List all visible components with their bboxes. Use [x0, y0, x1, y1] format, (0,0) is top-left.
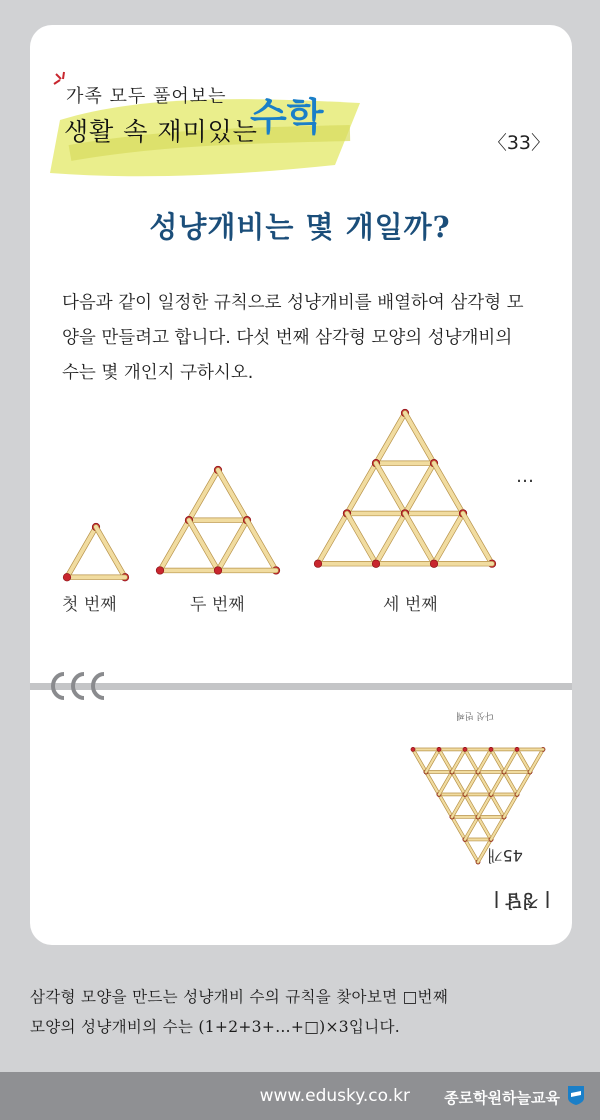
matchstick: [437, 747, 465, 751]
matchstick: [318, 510, 351, 564]
matchstick: [489, 747, 517, 751]
matchstick: [214, 567, 276, 575]
matchstick: [376, 510, 409, 564]
problem-line: 양을 만들려고 합니다. 다섯 번째 삼각형 모양의 성냥개비의: [62, 328, 513, 348]
answer-label: | 정답 |: [493, 890, 551, 910]
matchstick: [314, 560, 376, 568]
binder-rings-icon: [46, 668, 116, 704]
brand-math: 수학: [250, 95, 324, 139]
answer-value: 45개: [487, 846, 523, 865]
problem-line: 수는 몇 개인지 구하시오.: [62, 363, 254, 383]
matchstick: [434, 510, 467, 564]
figure-label-2: 두 번째: [190, 595, 245, 615]
ellipsis: …: [516, 466, 534, 487]
matchstick: [515, 747, 543, 751]
footer: [0, 1072, 600, 1120]
issue-number: 〈33〉: [487, 132, 550, 154]
matchstick: [156, 567, 218, 575]
footer-org: 종로학원하늘교육: [444, 1089, 560, 1107]
matchstick: [63, 573, 125, 581]
matchstick: [411, 747, 439, 751]
matchstick: [67, 523, 100, 577]
matchstick: [347, 513, 380, 567]
matchstick: [401, 510, 463, 518]
matchstick: [463, 513, 496, 567]
matchstick: [405, 413, 438, 467]
matchstick: [372, 560, 434, 568]
brand-subtitle: 가족 모두 풀어보는: [66, 86, 227, 107]
matchstick: [189, 520, 222, 574]
answer-caption: 다섯 번째: [456, 710, 494, 720]
matchstick: [430, 560, 492, 568]
hint-line: 모양의 성냥개비의 수는 (1+2+3+…+□)×3입니다.: [30, 1018, 400, 1036]
matchstick: [343, 510, 405, 518]
matchstick: [218, 470, 251, 524]
problem-line: 다음과 같이 일정한 규칙으로 성냥개비를 배열하여 삼각형 모: [62, 293, 524, 313]
matchstick: [96, 527, 129, 581]
brand-title: 생활 속 재미있는: [64, 117, 258, 146]
page-title: 성냥개비는 몇 개일까?: [149, 210, 451, 244]
matchstick: [405, 513, 438, 567]
figure-label-1: 첫 번째: [62, 595, 117, 615]
hint-line: 삼각형 모양을 만드는 성냥개비 수의 규칙을 찾아보면 □번째: [30, 988, 449, 1006]
matchstick: [247, 520, 280, 574]
matchstick: [434, 463, 467, 517]
matchstick: [160, 516, 193, 570]
matchstick: [405, 459, 438, 513]
matchstick: [185, 516, 247, 524]
hint-text: [30, 982, 575, 1042]
matchstick: [376, 409, 409, 463]
matchstick: [189, 466, 222, 520]
matchstick: [463, 747, 491, 751]
matchstick: [218, 516, 251, 570]
figure-label-3: 세 번째: [383, 595, 438, 615]
footer-url[interactable]: www.edusky.co.kr: [259, 1086, 410, 1106]
matchstick: [376, 463, 409, 517]
edusky-logo-icon: [566, 1084, 586, 1106]
matchstick: [347, 459, 380, 513]
matchstick: [372, 459, 434, 467]
